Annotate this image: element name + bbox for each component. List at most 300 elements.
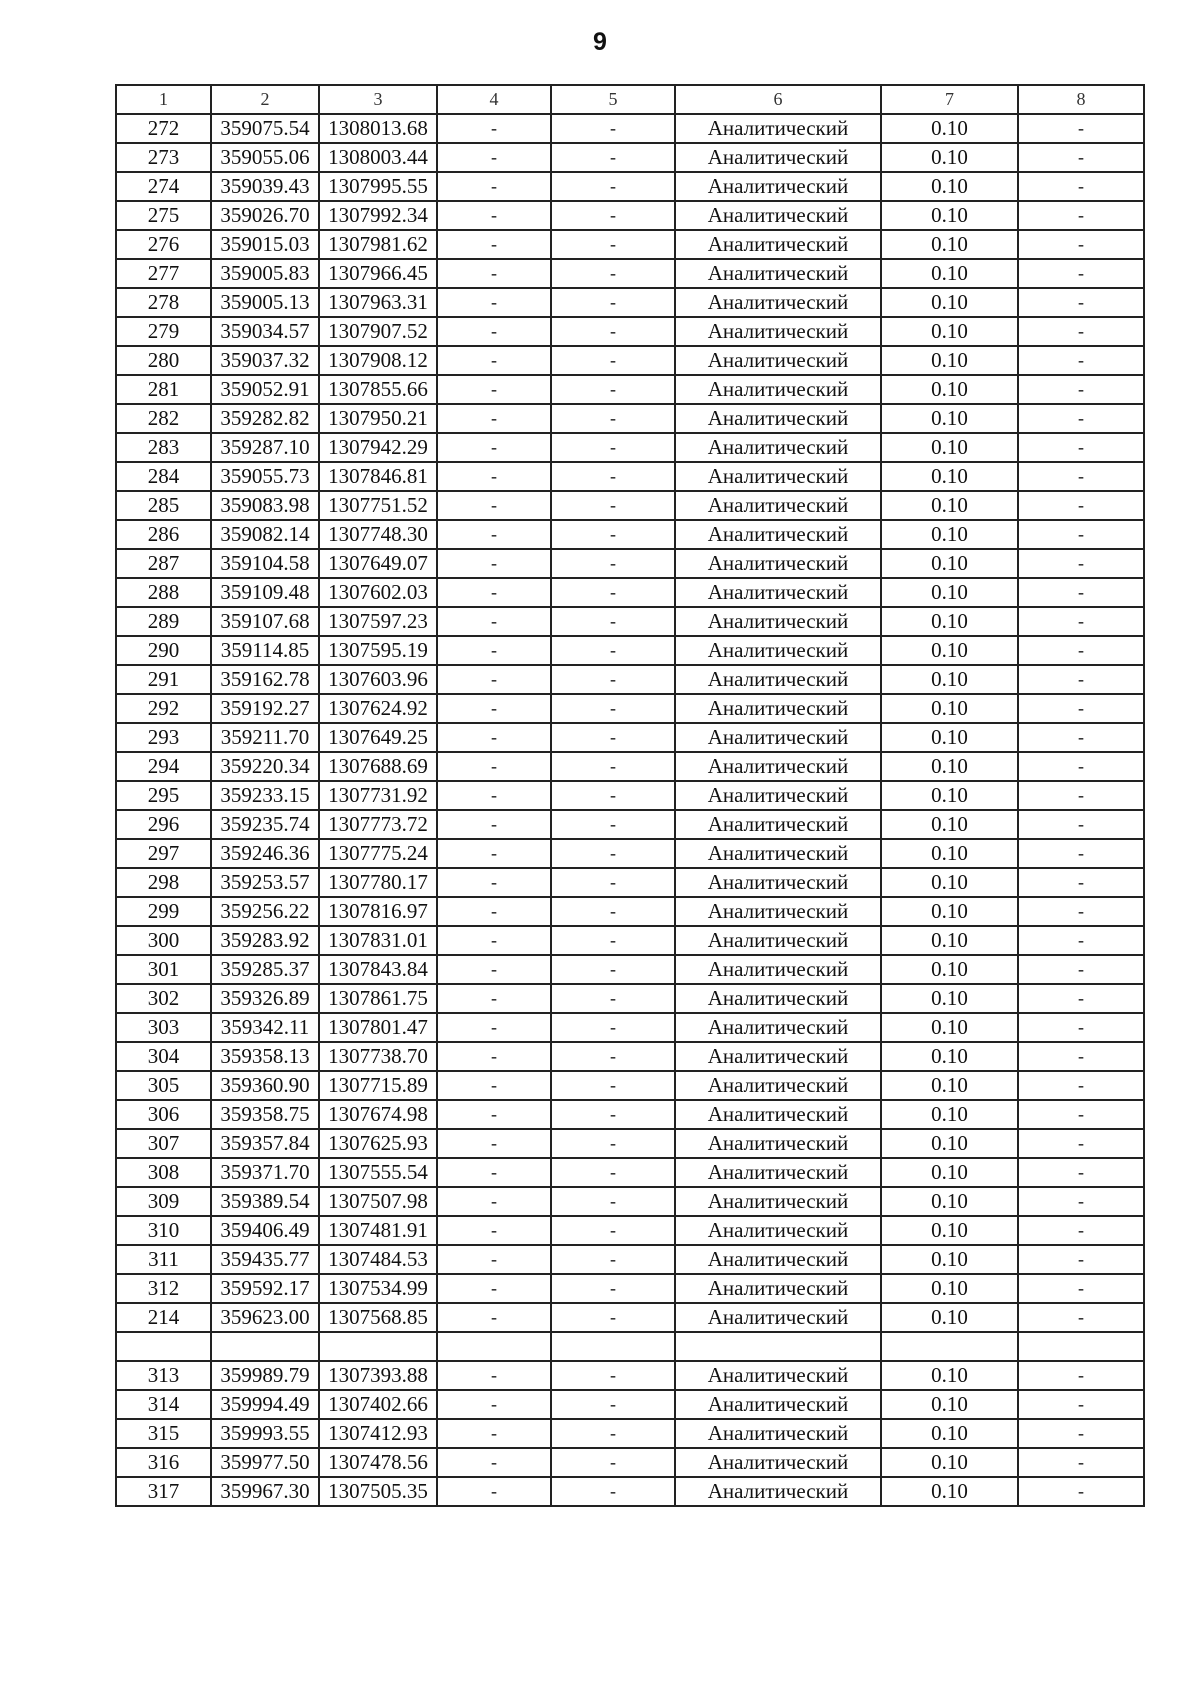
column-5-cell: - — [551, 172, 675, 201]
y-coordinate-cell: 1307855.66 — [319, 375, 437, 404]
column-5-cell: - — [551, 288, 675, 317]
column-8-cell: - — [1018, 607, 1144, 636]
column-8-cell: - — [1018, 636, 1144, 665]
y-coordinate-cell: 1307907.52 — [319, 317, 437, 346]
column-4-cell: - — [437, 143, 551, 172]
point-number-cell: 289 — [116, 607, 211, 636]
x-coordinate-cell: 359435.77 — [211, 1245, 319, 1274]
column-8-cell: - — [1018, 868, 1144, 897]
y-coordinate-cell: 1307861.75 — [319, 984, 437, 1013]
x-coordinate-cell: 359233.15 — [211, 781, 319, 810]
method-cell: Аналитический — [675, 1361, 881, 1390]
column-8-cell: - — [1018, 1390, 1144, 1419]
accuracy-cell: 0.10 — [881, 1100, 1018, 1129]
y-coordinate-cell: 1307484.53 — [319, 1245, 437, 1274]
column-8-cell: - — [1018, 259, 1144, 288]
column-4-cell: - — [437, 1216, 551, 1245]
y-coordinate-cell: 1307603.96 — [319, 665, 437, 694]
x-coordinate-cell: 359358.75 — [211, 1100, 319, 1129]
table-row — [116, 259, 1144, 288]
accuracy-cell: 0.10 — [881, 781, 1018, 810]
point-number-cell: 285 — [116, 491, 211, 520]
y-coordinate-cell: 1307688.69 — [319, 752, 437, 781]
y-coordinate-cell: 1307715.89 — [319, 1071, 437, 1100]
method-cell: Аналитический — [675, 1245, 881, 1274]
method-cell: Аналитический — [675, 665, 881, 694]
column-4-cell: - — [437, 346, 551, 375]
column-8-cell: - — [1018, 781, 1144, 810]
column-4-cell: - — [437, 810, 551, 839]
x-coordinate-cell: 359283.92 — [211, 926, 319, 955]
point-number-cell: 276 — [116, 230, 211, 259]
method-cell: Аналитический — [675, 1129, 881, 1158]
method-cell: Аналитический — [675, 549, 881, 578]
accuracy-cell: 0.10 — [881, 1274, 1018, 1303]
point-number-cell: 299 — [116, 897, 211, 926]
point-number-cell: 302 — [116, 984, 211, 1013]
column-8-cell: - — [1018, 1071, 1144, 1100]
y-coordinate-cell: 1307505.35 — [319, 1477, 437, 1506]
x-coordinate-cell: 359342.11 — [211, 1013, 319, 1042]
y-coordinate-cell: 1307625.93 — [319, 1129, 437, 1158]
column-8-cell: - — [1018, 462, 1144, 491]
method-cell: Аналитический — [675, 1187, 881, 1216]
column-5-cell: - — [551, 1477, 675, 1506]
column-5-cell: - — [551, 926, 675, 955]
point-number-cell: 284 — [116, 462, 211, 491]
method-cell: Аналитический — [675, 926, 881, 955]
column-8-cell: - — [1018, 897, 1144, 926]
column-4-cell: - — [437, 1013, 551, 1042]
column-8-cell: - — [1018, 143, 1144, 172]
column-4-cell: - — [437, 955, 551, 984]
table-row — [116, 723, 1144, 752]
point-number-cell: 294 — [116, 752, 211, 781]
x-coordinate-cell: 359039.43 — [211, 172, 319, 201]
method-cell — [675, 1332, 881, 1361]
table-row — [116, 491, 1144, 520]
point-number-cell: 283 — [116, 433, 211, 462]
y-coordinate-cell: 1307402.66 — [319, 1390, 437, 1419]
column-5-cell: - — [551, 781, 675, 810]
x-coordinate-cell: 359211.70 — [211, 723, 319, 752]
accuracy-cell: 0.10 — [881, 926, 1018, 955]
point-number-cell: 281 — [116, 375, 211, 404]
column-5-cell: - — [551, 462, 675, 491]
table-row — [116, 1448, 1144, 1477]
accuracy-cell: 0.10 — [881, 1129, 1018, 1158]
method-cell: Аналитический — [675, 607, 881, 636]
x-coordinate-cell: 359075.54 — [211, 114, 319, 143]
column-5-cell: - — [551, 578, 675, 607]
column-5-cell: - — [551, 1303, 675, 1332]
point-number-cell: 278 — [116, 288, 211, 317]
column-5-cell: - — [551, 723, 675, 752]
table-row — [116, 897, 1144, 926]
y-coordinate-cell: 1307674.98 — [319, 1100, 437, 1129]
column-4-cell: - — [437, 607, 551, 636]
x-coordinate-cell: 359005.83 — [211, 259, 319, 288]
table-row — [116, 752, 1144, 781]
column-8-cell: - — [1018, 694, 1144, 723]
column-4-cell: - — [437, 897, 551, 926]
column-8-cell: - — [1018, 926, 1144, 955]
y-coordinate-cell: 1307649.07 — [319, 549, 437, 578]
accuracy-cell: 0.10 — [881, 1361, 1018, 1390]
method-cell: Аналитический — [675, 897, 881, 926]
column-4-cell: - — [437, 839, 551, 868]
point-number-cell: 277 — [116, 259, 211, 288]
point-number-cell: 296 — [116, 810, 211, 839]
x-coordinate-cell: 359357.84 — [211, 1129, 319, 1158]
table-row — [116, 607, 1144, 636]
column-4-cell: - — [437, 868, 551, 897]
x-coordinate-cell: 359256.22 — [211, 897, 319, 926]
column-8-cell: - — [1018, 114, 1144, 143]
column-8-cell: - — [1018, 1100, 1144, 1129]
method-cell: Аналитический — [675, 1448, 881, 1477]
y-coordinate-cell: 1308003.44 — [319, 143, 437, 172]
column-4-cell: - — [437, 172, 551, 201]
point-number-cell: 309 — [116, 1187, 211, 1216]
column-8-cell: - — [1018, 1274, 1144, 1303]
table-row — [116, 1419, 1144, 1448]
column-4-cell: - — [437, 259, 551, 288]
table-row — [116, 1390, 1144, 1419]
accuracy-cell: 0.10 — [881, 1477, 1018, 1506]
method-cell: Аналитический — [675, 288, 881, 317]
column-4-cell: - — [437, 549, 551, 578]
column-5-cell: - — [551, 636, 675, 665]
column-header: 2 — [211, 85, 319, 114]
table-row — [116, 288, 1144, 317]
column-5-cell: - — [551, 839, 675, 868]
method-cell: Аналитический — [675, 1071, 881, 1100]
point-number-cell: 301 — [116, 955, 211, 984]
x-coordinate-cell: 359326.89 — [211, 984, 319, 1013]
column-8-cell: - — [1018, 984, 1144, 1013]
column-4-cell: - — [437, 1477, 551, 1506]
x-coordinate-cell: 359192.27 — [211, 694, 319, 723]
point-number-cell: 290 — [116, 636, 211, 665]
method-cell: Аналитический — [675, 810, 881, 839]
column-4-cell: - — [437, 1158, 551, 1187]
column-5-cell: - — [551, 1158, 675, 1187]
accuracy-cell: 0.10 — [881, 491, 1018, 520]
accuracy-cell: 0.10 — [881, 694, 1018, 723]
point-number-cell: 315 — [116, 1419, 211, 1448]
table-row — [116, 1361, 1144, 1390]
column-5-cell: - — [551, 143, 675, 172]
column-8-cell: - — [1018, 1187, 1144, 1216]
column-5-cell: - — [551, 1013, 675, 1042]
column-5-cell: - — [551, 1245, 675, 1274]
x-coordinate-cell: 359253.57 — [211, 868, 319, 897]
column-4-cell: - — [437, 723, 551, 752]
table-row — [116, 665, 1144, 694]
table-row — [116, 1100, 1144, 1129]
column-4-cell: - — [437, 926, 551, 955]
point-number-cell: 280 — [116, 346, 211, 375]
accuracy-cell: 0.10 — [881, 288, 1018, 317]
x-coordinate-cell: 359082.14 — [211, 520, 319, 549]
point-number-cell: 305 — [116, 1071, 211, 1100]
method-cell: Аналитический — [675, 230, 881, 259]
column-5-cell: - — [551, 1042, 675, 1071]
column-8-cell: - — [1018, 230, 1144, 259]
column-5-cell: - — [551, 375, 675, 404]
table-row — [116, 810, 1144, 839]
y-coordinate-cell: 1307775.24 — [319, 839, 437, 868]
accuracy-cell: 0.10 — [881, 230, 1018, 259]
column-8-cell: - — [1018, 1042, 1144, 1071]
y-coordinate-cell: 1307595.19 — [319, 636, 437, 665]
method-cell: Аналитический — [675, 491, 881, 520]
y-coordinate-cell: 1307507.98 — [319, 1187, 437, 1216]
table-row — [116, 1071, 1144, 1100]
method-cell: Аналитический — [675, 404, 881, 433]
column-5-cell: - — [551, 114, 675, 143]
column-8-cell: - — [1018, 1129, 1144, 1158]
column-5-cell: - — [551, 1100, 675, 1129]
column-8-cell: - — [1018, 346, 1144, 375]
table-row — [116, 317, 1144, 346]
column-8-cell: - — [1018, 810, 1144, 839]
y-coordinate-cell: 1307751.52 — [319, 491, 437, 520]
x-coordinate-cell: 359083.98 — [211, 491, 319, 520]
accuracy-cell: 0.10 — [881, 259, 1018, 288]
column-5-cell: - — [551, 317, 675, 346]
y-coordinate-cell: 1307738.70 — [319, 1042, 437, 1071]
point-number-cell: 298 — [116, 868, 211, 897]
table-row — [116, 1332, 1144, 1361]
point-number-cell: 275 — [116, 201, 211, 230]
accuracy-cell: 0.10 — [881, 1042, 1018, 1071]
method-cell: Аналитический — [675, 1419, 881, 1448]
method-cell: Аналитический — [675, 1477, 881, 1506]
table-row — [116, 781, 1144, 810]
column-4-cell: - — [437, 694, 551, 723]
x-coordinate-cell: 359360.90 — [211, 1071, 319, 1100]
accuracy-cell: 0.10 — [881, 433, 1018, 462]
x-coordinate-cell: 359287.10 — [211, 433, 319, 462]
column-4-cell: - — [437, 114, 551, 143]
x-coordinate-cell: 359989.79 — [211, 1361, 319, 1390]
table-row — [116, 172, 1144, 201]
x-coordinate-cell: 359406.49 — [211, 1216, 319, 1245]
column-5-cell: - — [551, 346, 675, 375]
column-4-cell: - — [437, 1274, 551, 1303]
method-cell: Аналитический — [675, 1042, 881, 1071]
table-row — [116, 404, 1144, 433]
y-coordinate-cell: 1307624.92 — [319, 694, 437, 723]
column-4-cell: - — [437, 288, 551, 317]
column-8-cell: - — [1018, 723, 1144, 752]
x-coordinate-cell: 359162.78 — [211, 665, 319, 694]
x-coordinate-cell: 359052.91 — [211, 375, 319, 404]
column-8-cell: - — [1018, 201, 1144, 230]
column-header: 8 — [1018, 85, 1144, 114]
table-row — [116, 520, 1144, 549]
column-8-cell: - — [1018, 578, 1144, 607]
point-number-cell: 304 — [116, 1042, 211, 1071]
y-coordinate-cell: 1307481.91 — [319, 1216, 437, 1245]
method-cell: Аналитический — [675, 636, 881, 665]
x-coordinate-cell: 359967.30 — [211, 1477, 319, 1506]
method-cell: Аналитический — [675, 114, 881, 143]
column-5-cell: - — [551, 1216, 675, 1245]
column-header: 3 — [319, 85, 437, 114]
table-row — [116, 201, 1144, 230]
y-coordinate-cell: 1307780.17 — [319, 868, 437, 897]
column-5-cell: - — [551, 897, 675, 926]
column-8-cell: - — [1018, 1013, 1144, 1042]
x-coordinate-cell: 359592.17 — [211, 1274, 319, 1303]
column-5-cell: - — [551, 752, 675, 781]
x-coordinate-cell: 359371.70 — [211, 1158, 319, 1187]
y-coordinate-cell: 1307846.81 — [319, 462, 437, 491]
column-4-cell: - — [437, 433, 551, 462]
column-4-cell: - — [437, 1303, 551, 1332]
method-cell: Аналитический — [675, 520, 881, 549]
method-cell: Аналитический — [675, 201, 881, 230]
column-8-cell: - — [1018, 288, 1144, 317]
column-5-cell: - — [551, 1274, 675, 1303]
y-coordinate-cell: 1307555.54 — [319, 1158, 437, 1187]
accuracy-cell: 0.10 — [881, 201, 1018, 230]
point-number-cell: 286 — [116, 520, 211, 549]
table-row — [116, 955, 1144, 984]
column-5-cell: - — [551, 868, 675, 897]
table-row — [116, 549, 1144, 578]
point-number-cell: 273 — [116, 143, 211, 172]
column-4-cell: - — [437, 230, 551, 259]
x-coordinate-cell: 359623.00 — [211, 1303, 319, 1332]
table-row — [116, 868, 1144, 897]
column-8-cell: - — [1018, 1216, 1144, 1245]
accuracy-cell: 0.10 — [881, 1013, 1018, 1042]
x-coordinate-cell: 359220.34 — [211, 752, 319, 781]
method-cell: Аналитический — [675, 1100, 881, 1129]
method-cell: Аналитический — [675, 1390, 881, 1419]
column-5-cell: - — [551, 694, 675, 723]
column-header: 7 — [881, 85, 1018, 114]
method-cell: Аналитический — [675, 752, 881, 781]
table-row — [116, 984, 1144, 1013]
column-5-cell: - — [551, 810, 675, 839]
column-header: 5 — [551, 85, 675, 114]
column-8-cell: - — [1018, 1361, 1144, 1390]
accuracy-cell: 0.10 — [881, 1303, 1018, 1332]
column-5-cell: - — [551, 955, 675, 984]
y-coordinate-cell: 1307773.72 — [319, 810, 437, 839]
accuracy-cell: 0.10 — [881, 955, 1018, 984]
column-4-cell: - — [437, 491, 551, 520]
y-coordinate-cell: 1307602.03 — [319, 578, 437, 607]
column-8-cell: - — [1018, 1419, 1144, 1448]
y-coordinate-cell — [319, 1332, 437, 1361]
point-number-cell: 314 — [116, 1390, 211, 1419]
x-coordinate-cell: 359285.37 — [211, 955, 319, 984]
accuracy-cell: 0.10 — [881, 1419, 1018, 1448]
table-row — [116, 462, 1144, 491]
point-number-cell: 316 — [116, 1448, 211, 1477]
column-4-cell: - — [437, 404, 551, 433]
y-coordinate-cell: 1307568.85 — [319, 1303, 437, 1332]
column-8-cell: - — [1018, 839, 1144, 868]
column-8-cell: - — [1018, 491, 1144, 520]
y-coordinate-cell: 1307649.25 — [319, 723, 437, 752]
x-coordinate-cell: 359282.82 — [211, 404, 319, 433]
column-5-cell: - — [551, 665, 675, 694]
y-coordinate-cell: 1307908.12 — [319, 346, 437, 375]
column-8-cell: - — [1018, 1158, 1144, 1187]
column-5-cell: - — [551, 259, 675, 288]
column-8-cell: - — [1018, 1303, 1144, 1332]
y-coordinate-cell: 1307748.30 — [319, 520, 437, 549]
table-body — [116, 114, 1144, 1506]
accuracy-cell: 0.10 — [881, 810, 1018, 839]
column-5-cell: - — [551, 520, 675, 549]
method-cell: Аналитический — [675, 955, 881, 984]
method-cell: Аналитический — [675, 143, 881, 172]
column-4-cell: - — [437, 1187, 551, 1216]
column-8-cell — [1018, 1332, 1144, 1361]
column-5-cell: - — [551, 404, 675, 433]
y-coordinate-cell: 1307597.23 — [319, 607, 437, 636]
table-row — [116, 230, 1144, 259]
method-cell: Аналитический — [675, 1013, 881, 1042]
column-5-cell: - — [551, 1419, 675, 1448]
x-coordinate-cell: 359104.58 — [211, 549, 319, 578]
column-5-cell: - — [551, 491, 675, 520]
point-number-cell: 292 — [116, 694, 211, 723]
column-4-cell: - — [437, 1100, 551, 1129]
column-4-cell: - — [437, 665, 551, 694]
column-5-cell: - — [551, 1071, 675, 1100]
y-coordinate-cell: 1307942.29 — [319, 433, 437, 462]
table-row — [116, 839, 1144, 868]
y-coordinate-cell: 1307731.92 — [319, 781, 437, 810]
table-header-row — [116, 85, 1144, 114]
column-4-cell: - — [437, 1361, 551, 1390]
y-coordinate-cell: 1307950.21 — [319, 404, 437, 433]
table-row — [116, 346, 1144, 375]
column-4-cell: - — [437, 1245, 551, 1274]
table-row — [116, 375, 1144, 404]
point-number-cell: 297 — [116, 839, 211, 868]
method-cell: Аналитический — [675, 839, 881, 868]
table-row — [116, 143, 1144, 172]
table-row — [116, 1187, 1144, 1216]
x-coordinate-cell: 359109.48 — [211, 578, 319, 607]
y-coordinate-cell: 1307831.01 — [319, 926, 437, 955]
x-coordinate-cell: 359994.49 — [211, 1390, 319, 1419]
point-number-cell: 303 — [116, 1013, 211, 1042]
column-8-cell: - — [1018, 172, 1144, 201]
y-coordinate-cell: 1307478.56 — [319, 1448, 437, 1477]
accuracy-cell: 0.10 — [881, 868, 1018, 897]
column-5-cell: - — [551, 1187, 675, 1216]
column-8-cell: - — [1018, 520, 1144, 549]
x-coordinate-cell: 359005.13 — [211, 288, 319, 317]
page-number: 9 — [593, 28, 607, 56]
column-4-cell: - — [437, 317, 551, 346]
accuracy-cell: 0.10 — [881, 1216, 1018, 1245]
column-8-cell: - — [1018, 317, 1144, 346]
column-5-cell: - — [551, 1390, 675, 1419]
table-row — [116, 1013, 1144, 1042]
